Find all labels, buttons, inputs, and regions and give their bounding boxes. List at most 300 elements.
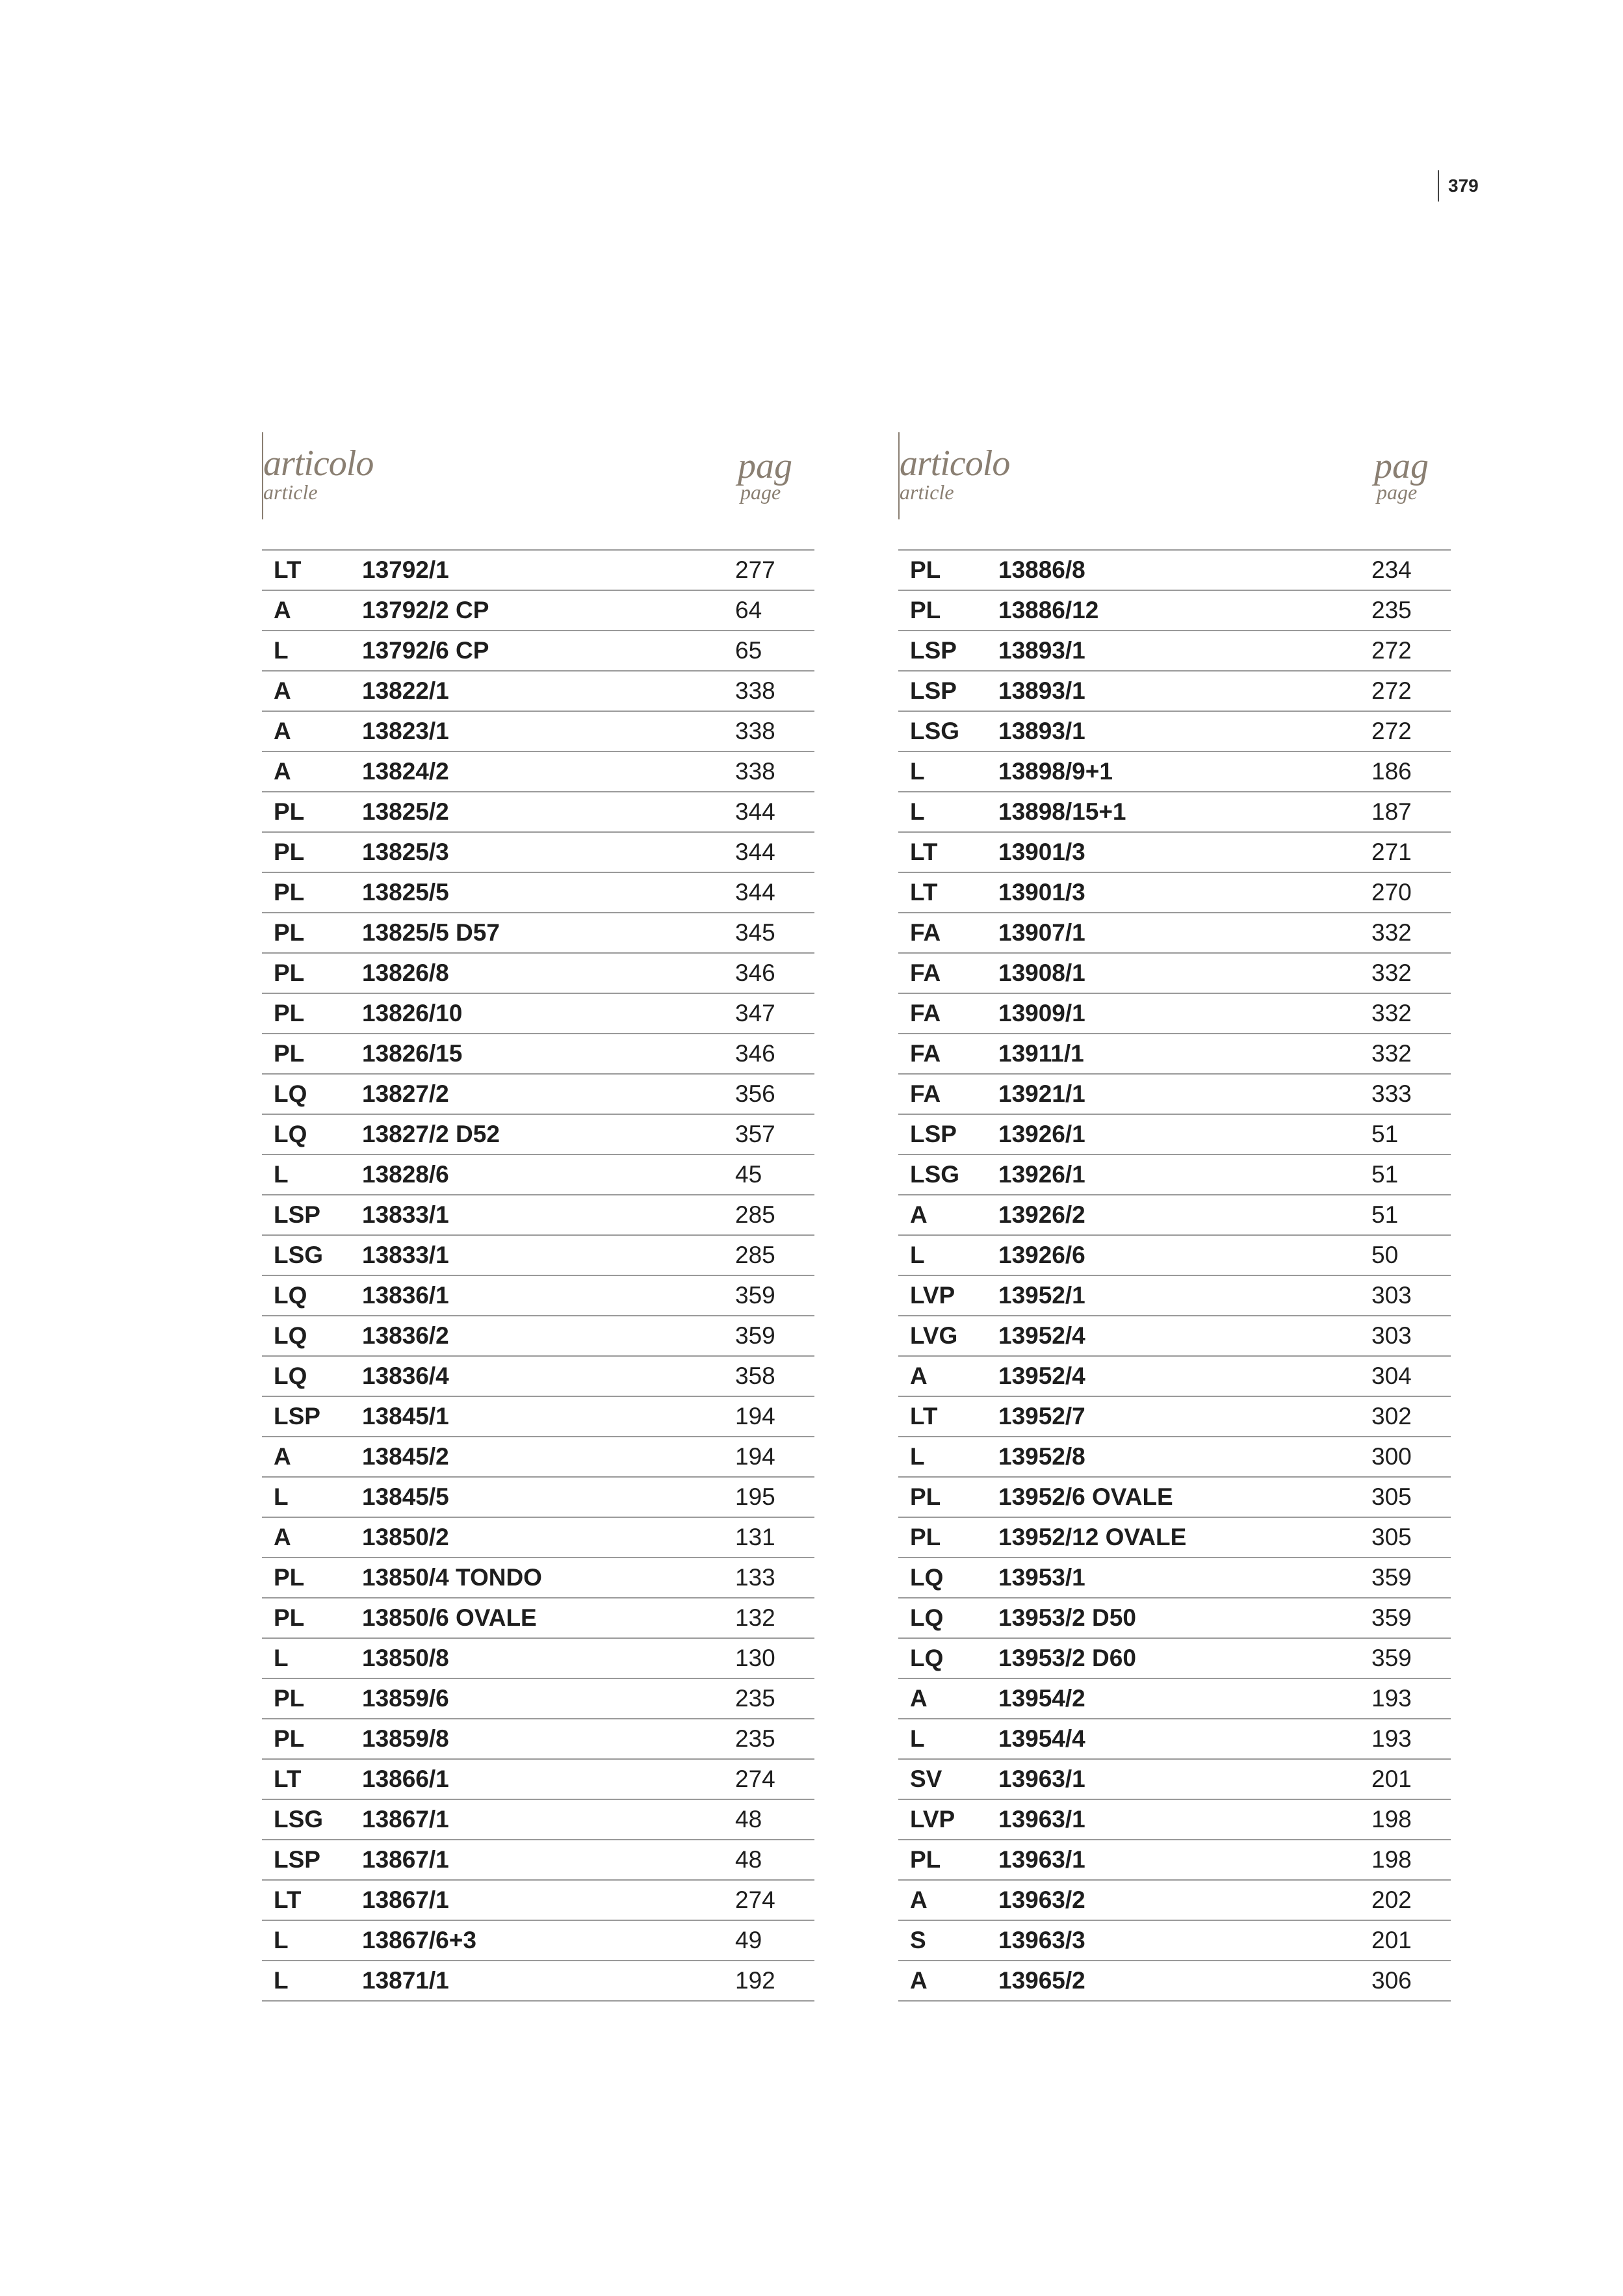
table-row <box>898 1881 1451 1921</box>
row-code: LSG <box>910 718 960 744</box>
row-code: A <box>274 718 291 744</box>
row-article: 13952/4 <box>998 1363 1085 1389</box>
row-code: PL <box>910 1483 941 1510</box>
row-code: PL <box>274 798 305 825</box>
row-code: PL <box>274 1725 305 1752</box>
table-row <box>262 1316 814 1357</box>
table-row <box>898 913 1451 954</box>
index-table-right <box>898 549 1451 2002</box>
table-row <box>262 994 814 1034</box>
table-row <box>262 551 814 591</box>
row-code: A <box>910 1886 928 1913</box>
table-row <box>898 551 1451 591</box>
table-row <box>898 1679 1451 1719</box>
row-code: PL <box>274 839 305 865</box>
row-article: 13792/2 CP <box>362 597 489 623</box>
row-article: 13826/10 <box>362 1000 463 1026</box>
row-page: 50 <box>1371 1242 1399 1268</box>
row-article: 13792/6 CP <box>362 637 489 664</box>
row-article: 13952/6 OVALE <box>998 1483 1173 1510</box>
article-label-it: articolo <box>263 443 374 484</box>
row-page: 347 <box>735 1000 775 1026</box>
row-code: PL <box>274 1040 305 1067</box>
table-row <box>898 1155 1451 1195</box>
row-article: 13908/1 <box>998 959 1085 986</box>
row-page: 186 <box>1371 758 1412 785</box>
row-page: 133 <box>735 1564 775 1591</box>
table-row <box>262 873 814 913</box>
row-code: LT <box>910 839 938 865</box>
table-row <box>898 833 1451 873</box>
row-code: LVG <box>910 1322 958 1349</box>
row-article: 13963/1 <box>998 1846 1085 1873</box>
row-code: L <box>274 1927 289 1953</box>
row-article: 13921/1 <box>998 1080 1085 1107</box>
row-article: 13954/2 <box>998 1685 1085 1712</box>
row-page: 305 <box>1371 1524 1412 1550</box>
row-code: FA <box>910 1000 941 1026</box>
row-code: L <box>910 1725 925 1752</box>
table-row <box>262 752 814 792</box>
row-page: 304 <box>1371 1363 1412 1389</box>
row-page: 357 <box>735 1121 775 1147</box>
row-article: 13963/1 <box>998 1766 1085 1792</box>
table-row <box>898 1518 1451 1558</box>
row-page: 359 <box>1371 1604 1412 1631</box>
row-article: 13826/8 <box>362 959 449 986</box>
row-article: 13867/1 <box>362 1806 449 1833</box>
table-row <box>262 1800 814 1840</box>
row-page: 332 <box>1371 1040 1412 1067</box>
row-code: PL <box>910 1524 941 1550</box>
row-page: 234 <box>1371 556 1412 583</box>
table-row <box>262 1921 814 1961</box>
table-row <box>262 1558 814 1598</box>
row-article: 13893/1 <box>998 677 1085 704</box>
table-row <box>262 833 814 873</box>
row-article: 13825/2 <box>362 798 449 825</box>
table-row <box>262 1679 814 1719</box>
row-article: 13866/1 <box>362 1766 449 1792</box>
row-article: 13827/2 D52 <box>362 1121 500 1147</box>
row-code: PL <box>274 919 305 946</box>
article-label-en: article <box>900 480 954 504</box>
row-code: LQ <box>910 1564 944 1591</box>
table-row <box>262 1397 814 1437</box>
row-page: 270 <box>1371 879 1412 906</box>
row-article: 13952/7 <box>998 1403 1085 1429</box>
table-row <box>898 1316 1451 1357</box>
row-article: 13886/8 <box>998 556 1085 583</box>
table-row <box>898 1840 1451 1881</box>
row-code: FA <box>910 959 941 986</box>
row-article: 13953/2 D60 <box>998 1645 1136 1671</box>
row-code: PL <box>274 959 305 986</box>
row-code: A <box>274 1443 291 1470</box>
row-article: 13952/1 <box>998 1282 1085 1309</box>
row-article: 13826/15 <box>362 1040 463 1067</box>
row-code: LT <box>910 1403 938 1429</box>
row-code: LSP <box>910 1121 957 1147</box>
row-page: 51 <box>1371 1201 1399 1228</box>
row-page: 300 <box>1371 1443 1412 1470</box>
table-row <box>898 1236 1451 1276</box>
row-page: 359 <box>1371 1645 1412 1671</box>
row-article: 13907/1 <box>998 919 1085 946</box>
row-code: FA <box>910 1040 941 1067</box>
row-page: 305 <box>1371 1483 1412 1510</box>
column-header <box>898 432 1451 549</box>
row-code: PL <box>910 597 941 623</box>
row-page: 303 <box>1371 1322 1412 1349</box>
row-code: PL <box>274 879 305 906</box>
row-page: 235 <box>735 1685 775 1712</box>
table-row <box>898 1276 1451 1316</box>
row-page: 274 <box>735 1886 775 1913</box>
row-article: 13963/3 <box>998 1927 1085 1953</box>
row-article: 13893/1 <box>998 637 1085 664</box>
row-page: 271 <box>1371 839 1412 865</box>
table-row <box>898 1719 1451 1760</box>
row-article: 13952/4 <box>998 1322 1085 1349</box>
table-row <box>262 1598 814 1639</box>
row-code: LSP <box>274 1201 320 1228</box>
row-article: 13825/3 <box>362 839 449 865</box>
row-code: LQ <box>274 1363 307 1389</box>
page-label-en: page <box>740 480 781 504</box>
row-article: 13886/12 <box>998 597 1099 623</box>
row-page: 201 <box>1371 1927 1412 1953</box>
row-code: S <box>910 1927 926 1953</box>
row-article: 13836/1 <box>362 1282 449 1309</box>
page-number: 379 <box>1438 170 1479 202</box>
table-row <box>898 752 1451 792</box>
row-code: LSP <box>910 637 957 664</box>
row-article: 13850/8 <box>362 1645 449 1671</box>
row-page: 193 <box>1371 1685 1412 1712</box>
row-article: 13859/6 <box>362 1685 449 1712</box>
table-row <box>262 954 814 994</box>
row-code: A <box>910 1967 928 1994</box>
row-page: 359 <box>1371 1564 1412 1591</box>
row-page: 51 <box>1371 1161 1399 1188</box>
row-page: 332 <box>1371 1000 1412 1026</box>
row-code: LVP <box>910 1806 955 1833</box>
row-code: FA <box>910 919 941 946</box>
row-page: 332 <box>1371 959 1412 986</box>
row-code: LQ <box>274 1080 307 1107</box>
row-article: 13963/1 <box>998 1806 1085 1833</box>
row-article: 13850/2 <box>362 1524 449 1550</box>
row-article: 13850/6 OVALE <box>362 1604 537 1631</box>
row-article: 13911/1 <box>998 1040 1084 1067</box>
table-row <box>898 1961 1451 2002</box>
row-article: 13845/1 <box>362 1403 449 1429</box>
row-page: 235 <box>1371 597 1412 623</box>
row-page: 338 <box>735 718 775 744</box>
row-code: LSP <box>274 1403 320 1429</box>
row-page: 130 <box>735 1645 775 1671</box>
row-page: 333 <box>1371 1080 1412 1107</box>
row-article: 13845/2 <box>362 1443 449 1470</box>
row-code: LQ <box>274 1322 307 1349</box>
row-article: 13823/1 <box>362 718 449 744</box>
index-column-right <box>898 432 1451 2002</box>
row-code: LT <box>274 556 302 583</box>
table-row <box>262 1034 814 1075</box>
row-article: 13926/6 <box>998 1242 1085 1268</box>
row-article: 13909/1 <box>998 1000 1085 1026</box>
table-row <box>262 1881 814 1921</box>
row-code: LQ <box>274 1282 307 1309</box>
table-row <box>898 1558 1451 1598</box>
row-article: 13845/5 <box>362 1483 449 1510</box>
row-code: LQ <box>274 1121 307 1147</box>
article-label-en: article <box>263 480 318 504</box>
row-page: 277 <box>735 556 775 583</box>
row-page: 344 <box>735 798 775 825</box>
row-code: PL <box>274 1685 305 1712</box>
table-row <box>262 1719 814 1760</box>
row-code: L <box>910 758 925 785</box>
row-code: LT <box>274 1886 302 1913</box>
row-code: L <box>910 1443 925 1470</box>
table-row <box>262 1437 814 1478</box>
row-code: A <box>274 597 291 623</box>
row-page: 49 <box>735 1927 762 1953</box>
row-article: 13836/4 <box>362 1363 449 1389</box>
row-code: L <box>910 798 925 825</box>
row-code: PL <box>274 1604 305 1631</box>
table-row <box>898 954 1451 994</box>
row-page: 198 <box>1371 1806 1412 1833</box>
table-row <box>262 1478 814 1518</box>
row-article: 13953/2 D50 <box>998 1604 1136 1631</box>
row-page: 48 <box>735 1806 762 1833</box>
row-code: L <box>274 1645 289 1671</box>
table-row <box>262 913 814 954</box>
row-page: 48 <box>735 1846 762 1873</box>
row-code: L <box>274 1483 289 1510</box>
row-code: LSP <box>910 677 957 704</box>
row-article: 13954/4 <box>998 1725 1085 1752</box>
table-row <box>898 1357 1451 1397</box>
table-row <box>898 1195 1451 1236</box>
row-code: LQ <box>910 1604 944 1631</box>
table-row <box>898 631 1451 672</box>
table-row <box>898 792 1451 833</box>
row-article: 13833/1 <box>362 1242 449 1268</box>
article-label-it: articolo <box>900 443 1010 484</box>
row-article: 13822/1 <box>362 677 449 704</box>
index-column-left <box>262 432 814 2002</box>
row-page: 344 <box>735 879 775 906</box>
row-page: 45 <box>735 1161 762 1188</box>
row-article: 13953/1 <box>998 1564 1085 1591</box>
row-article: 13867/6+3 <box>362 1927 476 1953</box>
row-article: 13833/1 <box>362 1201 449 1228</box>
table-row <box>262 1155 814 1195</box>
row-code: LSG <box>274 1806 324 1833</box>
row-page: 235 <box>735 1725 775 1752</box>
row-article: 13965/2 <box>998 1967 1085 1994</box>
row-page: 338 <box>735 677 775 704</box>
column-header <box>262 432 814 549</box>
row-article: 13926/1 <box>998 1121 1085 1147</box>
table-row <box>262 1276 814 1316</box>
row-page: 202 <box>1371 1886 1412 1913</box>
table-row <box>898 1921 1451 1961</box>
row-code: LVP <box>910 1282 955 1309</box>
table-row <box>898 1034 1451 1075</box>
row-code: A <box>274 677 291 704</box>
row-code: PL <box>910 556 941 583</box>
row-code: A <box>274 758 291 785</box>
row-page: 346 <box>735 1040 775 1067</box>
table-row <box>262 1639 814 1679</box>
row-article: 13926/2 <box>998 1201 1085 1228</box>
table-row <box>898 1115 1451 1155</box>
row-article: 13850/4 TONDO <box>362 1564 542 1591</box>
row-page: 346 <box>735 959 775 986</box>
row-article: 13963/2 <box>998 1886 1085 1913</box>
row-article: 13952/8 <box>998 1443 1085 1470</box>
table-row <box>898 1760 1451 1800</box>
row-page: 194 <box>735 1403 775 1429</box>
table-row <box>898 591 1451 631</box>
table-row <box>262 591 814 631</box>
row-code: A <box>910 1363 928 1389</box>
row-page: 51 <box>1371 1121 1399 1147</box>
row-article: 13859/8 <box>362 1725 449 1752</box>
row-page: 306 <box>1371 1967 1412 1994</box>
row-code: LSG <box>910 1161 960 1188</box>
row-code: L <box>274 1967 289 1994</box>
row-code: A <box>910 1685 928 1712</box>
index-table-left <box>262 549 814 2002</box>
row-code: SV <box>910 1766 942 1792</box>
row-page: 359 <box>735 1322 775 1349</box>
row-code: LQ <box>910 1645 944 1671</box>
page-label-it: pag <box>1374 446 1429 486</box>
table-row <box>262 1518 814 1558</box>
row-article: 13792/1 <box>362 556 449 583</box>
row-page: 187 <box>1371 798 1412 825</box>
table-row <box>898 1437 1451 1478</box>
row-page: 64 <box>735 597 762 623</box>
table-row <box>262 1236 814 1276</box>
row-article: 13824/2 <box>362 758 449 785</box>
row-page: 358 <box>735 1363 775 1389</box>
row-page: 303 <box>1371 1282 1412 1309</box>
page-label-en: page <box>1377 480 1418 504</box>
row-page: 132 <box>735 1604 775 1631</box>
page-label-it: pag <box>738 446 792 486</box>
row-page: 344 <box>735 839 775 865</box>
row-article: 13871/1 <box>362 1967 449 1994</box>
row-article: 13867/1 <box>362 1846 449 1873</box>
table-row <box>898 1478 1451 1518</box>
row-page: 285 <box>735 1242 775 1268</box>
row-code: LT <box>910 879 938 906</box>
row-code: L <box>274 1161 289 1188</box>
row-code: PL <box>274 1564 305 1591</box>
row-page: 272 <box>1371 637 1412 664</box>
table-row <box>262 1075 814 1115</box>
row-code: FA <box>910 1080 941 1107</box>
table-row <box>898 1397 1451 1437</box>
row-page: 285 <box>735 1201 775 1228</box>
table-row <box>898 1800 1451 1840</box>
row-page: 272 <box>1371 677 1412 704</box>
table-row <box>898 873 1451 913</box>
table-row <box>262 792 814 833</box>
table-row <box>262 1760 814 1800</box>
row-page: 194 <box>735 1443 775 1470</box>
row-page: 356 <box>735 1080 775 1107</box>
row-page: 338 <box>735 758 775 785</box>
table-row <box>898 1639 1451 1679</box>
row-code: LSG <box>274 1242 324 1268</box>
row-code: L <box>274 637 289 664</box>
table-row <box>262 1961 814 2002</box>
row-page: 274 <box>735 1766 775 1792</box>
row-code: PL <box>274 1000 305 1026</box>
row-article: 13952/12 OVALE <box>998 1524 1187 1550</box>
row-code: LT <box>274 1766 302 1792</box>
row-page: 195 <box>735 1483 775 1510</box>
table-row <box>898 1598 1451 1639</box>
row-article: 13828/6 <box>362 1161 449 1188</box>
table-row <box>262 1195 814 1236</box>
table-row <box>898 1075 1451 1115</box>
row-code: L <box>910 1242 925 1268</box>
table-row <box>262 672 814 712</box>
row-code: A <box>274 1524 291 1550</box>
table-row <box>262 1840 814 1881</box>
row-page: 359 <box>735 1282 775 1309</box>
row-page: 198 <box>1371 1846 1412 1873</box>
row-article: 13867/1 <box>362 1886 449 1913</box>
row-code: PL <box>910 1846 941 1873</box>
row-article: 13825/5 D57 <box>362 919 500 946</box>
row-page: 345 <box>735 919 775 946</box>
table-row <box>898 994 1451 1034</box>
row-article: 13825/5 <box>362 879 449 906</box>
row-article: 13898/15+1 <box>998 798 1126 825</box>
row-article: 13836/2 <box>362 1322 449 1349</box>
table-row <box>262 1357 814 1397</box>
row-article: 13898/9+1 <box>998 758 1113 785</box>
table-row <box>262 712 814 752</box>
row-article: 13926/1 <box>998 1161 1085 1188</box>
row-code: LSP <box>274 1846 320 1873</box>
table-row <box>898 672 1451 712</box>
row-page: 272 <box>1371 718 1412 744</box>
row-article: 13893/1 <box>998 718 1085 744</box>
table-row <box>262 1115 814 1155</box>
table-row <box>262 631 814 672</box>
row-article: 13827/2 <box>362 1080 449 1107</box>
row-page: 193 <box>1371 1725 1412 1752</box>
row-page: 332 <box>1371 919 1412 946</box>
row-page: 192 <box>735 1967 775 1994</box>
row-page: 65 <box>735 637 762 664</box>
row-article: 13901/3 <box>998 879 1085 906</box>
row-code: A <box>910 1201 928 1228</box>
row-page: 302 <box>1371 1403 1412 1429</box>
table-row <box>898 712 1451 752</box>
